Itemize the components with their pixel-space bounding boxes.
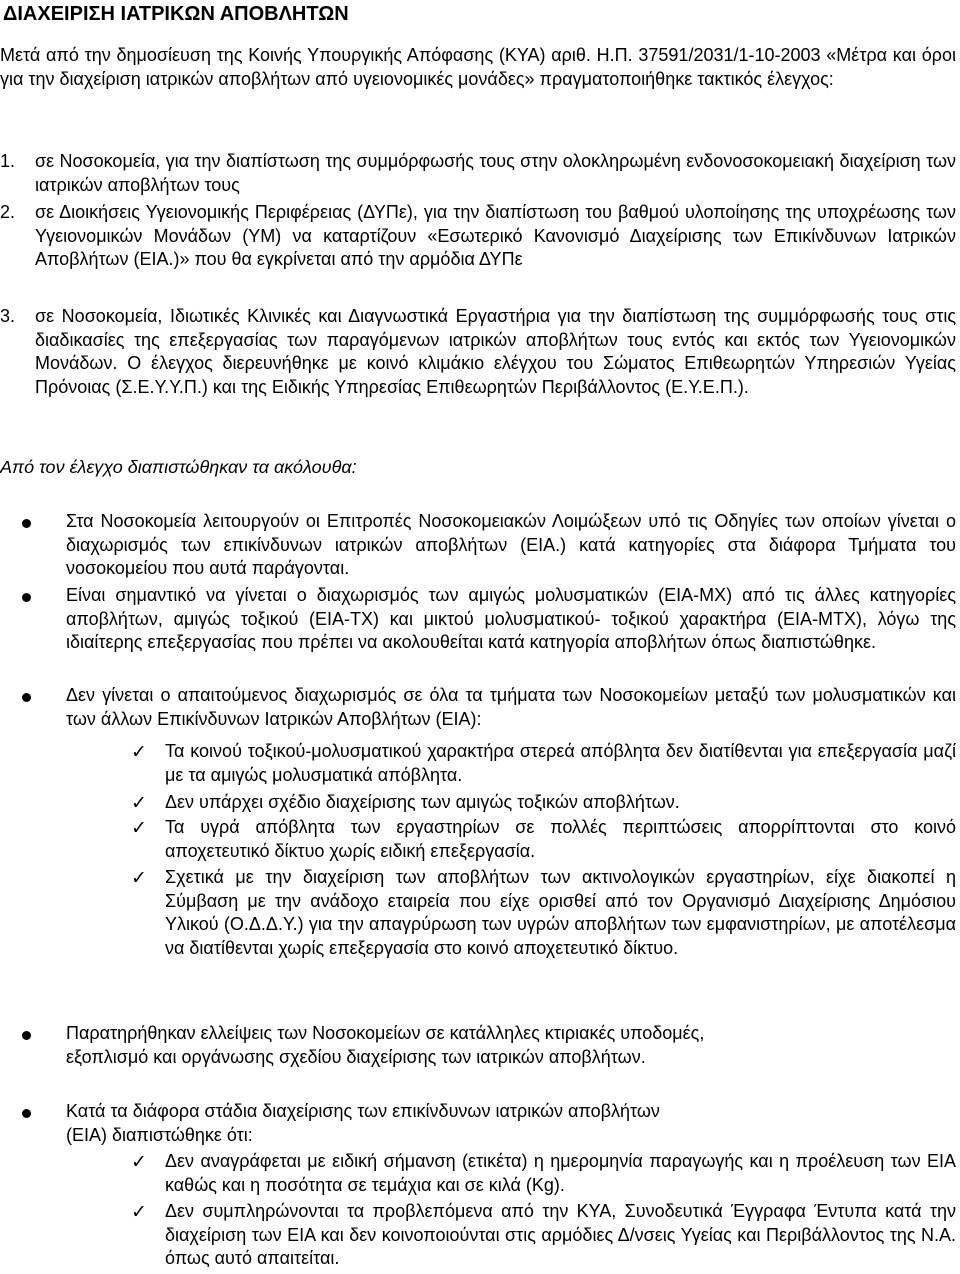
check-mark-icon: ✓ xyxy=(131,1201,147,1223)
bullet-text: Είναι σημαντικό να γίνεται ο διαχωρισμός των αμιγώς μολυσματικών (ΕΙΑ-ΜΧ) από τις άλλες κατηγορίες αποβλήτων, αμιγώς τοξικού (ΕΙΑ-ΤΧ) και μικτού μολυσματικού- τοξικού χαρακτήρα (ΕΙΑ-ΜΤΧ), λόγω της ιδιαίτερης επεξεργασίας που πρέπει να ακολουθείται κατά κατηγορία αποβλήτων όπως διαπιστώθηκε. xyxy=(66,585,956,653)
bullet-dot-icon xyxy=(22,593,31,602)
findings-heading: Από τον έλεγχο διαπιστώθηκαν τα ακόλουθα: xyxy=(0,457,357,477)
check-mark-icon: ✓ xyxy=(131,792,147,814)
intro-paragraph: Μετά από την δημοσίευση της Κοινής Υπουργικής Απόφασης (ΚΥΑ) αριθ. Η.Π. 37591/2031/1-10-2003 «Μέτρα και όροι για την διαχείριση ιατρικών αποβλήτων από υγειονομικές μονάδες» πραγματοποιήθηκε τακτικός έλεγχος: xyxy=(0,45,956,89)
check-text: Δεν αναγράφεται με ειδική σήμανση (ετικέτα) η ημερομηνία παραγωγής και η προέλευση των ΕΙΑ καθώς και η ποσότητα σε τεμάχια και σε κιλά (Kg). xyxy=(165,1151,956,1195)
bullet-item xyxy=(66,1022,706,1069)
numbered-item xyxy=(0,201,956,272)
bullet-item xyxy=(66,684,956,731)
numbered-item xyxy=(0,150,956,197)
bullet-item xyxy=(66,510,956,581)
item-number: 2. xyxy=(0,202,16,222)
bullet-text: Κατά τα διάφορα στάδια διαχείρισης των επικίνδυνων ιατρικών αποβλήτων (ΕΙΑ) διαπιστώθηκε ότι: xyxy=(66,1101,660,1145)
item-text: σε Διοικήσεις Υγειονομικής Περιφέρειας (ΔΥΠε), για την διαπίστωση του βαθμού υλοποίησης της υποχρέωσης των Υγειονομικών Μονάδων (ΥΜ) να καταρτίζουν «Εσωτερικό Κανονισμό Διαχείρισης των Επικίνδυνων Ιατρικών Αποβλήτων (ΕΙΑ.)» που θα εγκρίνεται από την αρμόδια ΔΥΠε xyxy=(35,202,956,270)
numbered-item xyxy=(0,305,956,399)
bullet-dot-icon xyxy=(22,519,31,528)
item-text: σε Νοσοκομεία, για την διαπίστωση της συμμόρφωσής τους στην ολοκληρωμένη ενδονοσοκομειακή διαχείριση των ιατρικών αποβλήτων τους xyxy=(35,151,956,195)
bullet-item xyxy=(66,1100,676,1147)
bullet-dot-icon xyxy=(22,1109,31,1118)
check-item xyxy=(131,1150,956,1197)
check-text: Τα υγρά απόβλητα των εργαστηρίων σε πολλές περιπτώσεις απορρίπτονται στο κοινό αποχετευτικό δίκτυο χωρίς ειδική επεξεργασία. xyxy=(165,817,956,861)
item-text: σε Νοσοκομεία, Ιδιωτικές Κλινικές και Διαγνωστικά Εργαστήρια για την διαπίστωση της συμμόρφωσής τους στις διαδικασίες της επεξεργασίας των παραγόμενων ιατρικών αποβλήτων τους εντός και εκτός των Υγειονομικών Μονάδων. Ο έλεγχος διερευνήθηκε με κοινό κλιμάκιο ελέγχου του Σώματος Επιθεωρητών Υπηρεσιών Υγείας Πρόνοιας (Σ.Ε.Υ.Υ.Π.) και της Ειδικής Υπηρεσίας Επιθεωρητών Περιβάλλοντος (Ε.Υ.Ε.Π.). xyxy=(35,306,956,397)
check-mark-icon: ✓ xyxy=(131,741,147,763)
check-text: Δεν συμπληρώνονται τα προβλεπόμενα από την ΚΥΑ, Συνοδευτικά Έγγραφα Έντυπα κατά την διαχείριση των ΕΙΑ και δεν κοινοποιούνται στις αρμόδιες Δ/νσεις Υγείας και Περιβάλλοντος της Ν.Α. όπως αυτό απαιτείται. xyxy=(165,1201,956,1269)
bullet-dot-icon xyxy=(22,693,31,702)
check-item xyxy=(131,866,956,960)
check-item xyxy=(131,740,956,787)
bullet-item xyxy=(66,584,956,655)
check-mark-icon: ✓ xyxy=(131,817,147,839)
check-mark-icon: ✓ xyxy=(131,1151,147,1173)
check-text: Σχετικά με την διαχείριση των αποβλήτων των ακτινολογικών εργαστηρίων, είχε διακοπεί η Σύμβαση με την ανάδοχο εταιρεία που είχε ορισθεί από τον Οργανισμό Διαχείρισης Δημόσιου Υλικού (Ο.Δ.Δ.Υ.) για την απαγρύρωση των υγρών αποβλήτων των εμφανιστηρίων, με αποτέλεσμα να διατίθενται χωρίς επεξεργασία στο κοινό αποχετευτικό δίκτυο. xyxy=(165,867,956,958)
bullet-text: Στα Νοσοκομεία λειτουργούν οι Επιτροπές Νοσοκομειακών Λοιμώξεων υπό τις Οδηγίες των οποίων γίνεται ο διαχωρισμός των επικίνδυνων ιατρικών αποβλήτων (ΕΙΑ.) κατά κατηγορίες στα διάφορα Τμήματα του νοσοκομείου που αυτά παράγονται. xyxy=(66,511,956,579)
check-item xyxy=(131,791,956,815)
check-item xyxy=(131,1200,956,1271)
check-text: Τα κοινού τοξικού-μολυσματικού χαρακτήρα στερεά απόβλητα δεν διατίθενται για επεξεργασία μαζί με τα αμιγώς μολυσματικά απόβλητα. xyxy=(165,741,956,785)
bullet-text: Δεν γίνεται ο απαιτούμενος διαχωρισμός σε όλα τα τμήματα των Νοσοκομείων μεταξύ των μολυσματικών και των άλλων Επικίνδυνων Ιατρικών Αποβλήτων (ΕΙΑ): xyxy=(66,685,956,729)
document-title: ΔΙΑΧΕΙΡΙΣΗ ΙΑΤΡΙΚΩΝ ΑΠΟΒΛΗΤΩΝ xyxy=(3,3,349,25)
item-number: 3. xyxy=(0,306,16,326)
bullet-dot-icon xyxy=(22,1031,31,1040)
check-text: Δεν υπάρχει σχέδιο διαχείρισης των αμιγώς τοξικών αποβλήτων. xyxy=(165,792,680,812)
bullet-text: Παρατηρήθηκαν ελλείψεις των Νοσοκομείων σε κατάλληλες κτιριακές υποδομές, εξοπλισμό και οργάνωσης σχεδίου διαχείρισης των ιατρικών αποβλήτων. xyxy=(66,1023,705,1067)
item-number: 1. xyxy=(0,151,16,171)
check-mark-icon: ✓ xyxy=(131,867,147,889)
check-item xyxy=(131,816,956,863)
